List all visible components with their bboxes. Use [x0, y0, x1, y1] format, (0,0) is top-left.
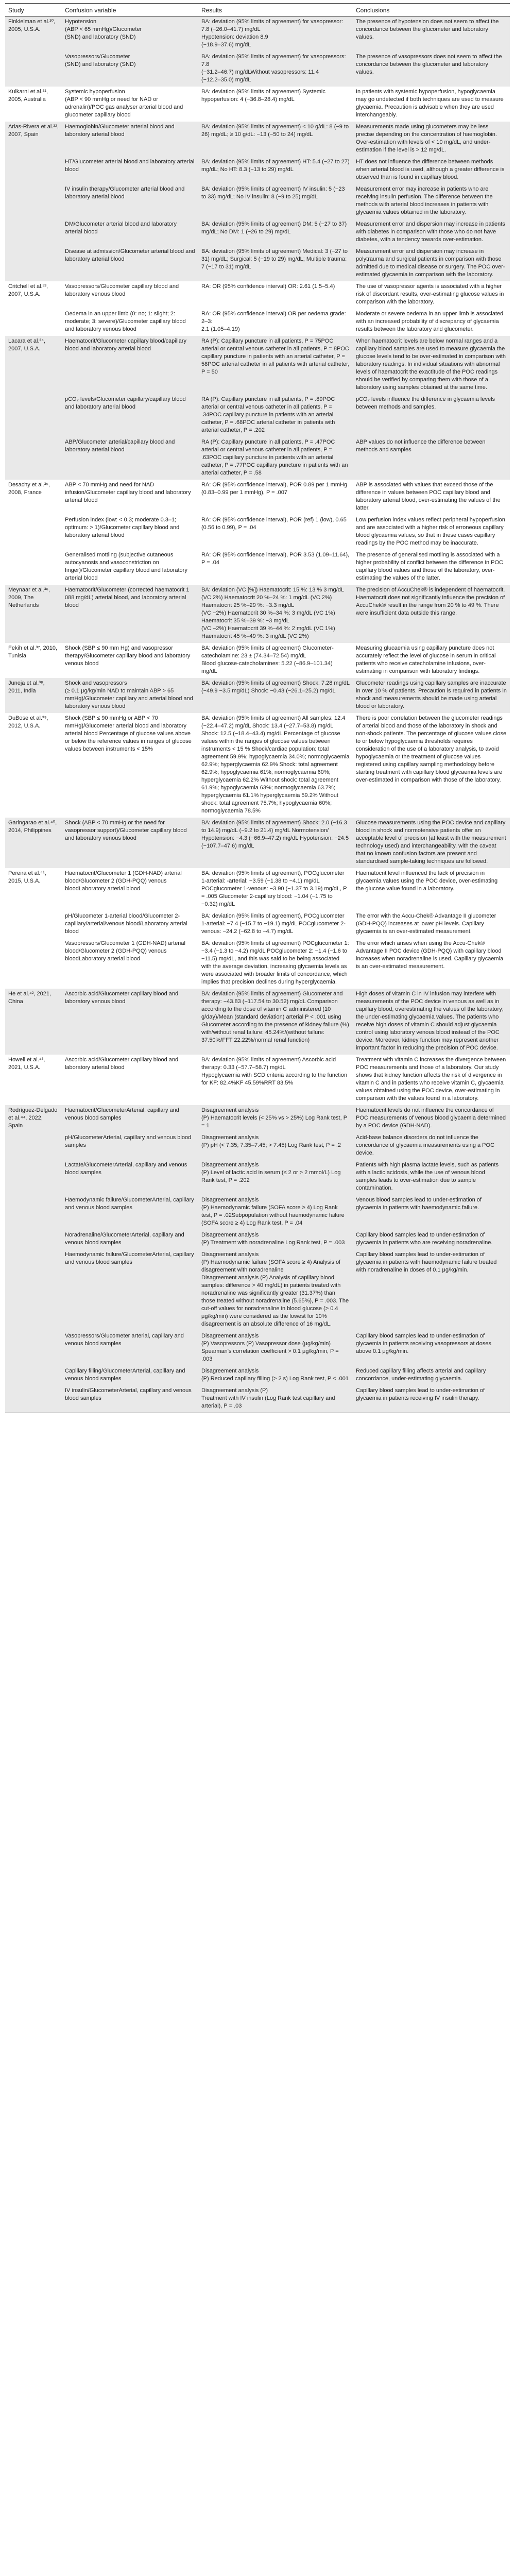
- variable-cell: Lactate/GlucometerArterial, capillary and venous blood samples: [62, 1160, 198, 1195]
- results-cell: Disagreement analysis (P) Reduced capillary filling (> 2 s) Log Rank test, P < .001: [198, 1366, 353, 1385]
- conclusion-cell: Patients with high plasma lactate levels, such as patients with a lactic acidosis, while the use of venous blood samples leads to over-estimation due to sample contamination.: [353, 1160, 510, 1195]
- results-cell: RA: OR (95% confidence interval) OR: 2.61 (1.5–5.4): [201, 283, 335, 290]
- variable-cell: Perfusion index (low: < 0.3; moderate 0.3–1; optimum: > 1)/Glucometer capillary blood and laboratory arterial blood: [65, 517, 180, 538]
- conclusion-cell: Acid-base balance disorders do not influence the concordance of glycaemia measurements using a POC device.: [353, 1132, 510, 1160]
- study-cell: [5, 157, 62, 184]
- table-row: [5, 515, 510, 550]
- results-cell: BA: deviation (95% limits of agreement) HT: 5.4 (−27 to 27) mg/dL; No HT: 8.3 (−13 to 29) mg/dL: [198, 157, 353, 184]
- study-cell: [5, 550, 62, 585]
- results-cell: Disagreement analysis (P) Treatment with noradrenaline Log Rank test, P = .003: [198, 1230, 353, 1249]
- table-row: [5, 678, 510, 713]
- conclusion-cell: Capillary blood samples lead to under-estimation of glycaemia in patients receiving IV insulin therapy.: [353, 1385, 510, 1413]
- results-cell: BA: deviation (95% limits of agreement) Glucometer-catecholamine: 23 ± (74.34–72.54) mg/dL Blood glucose-catecholamines: 5.22 (−86.9–101.34) mg/dL: [201, 645, 334, 674]
- study-cell: Finkielman et al.³⁰, 2005, U.S.A.: [5, 16, 62, 52]
- study-cell: Lacara et al.³⁴, 2007, U.S.A.: [5, 336, 62, 394]
- results-cell: RA: OR (95% confidence interval) OR per oedema grade: 2–3: 2.1 (1.05–4.19): [201, 311, 346, 332]
- results-cell: BA: deviation (95% limits of agreement) IV insulin: 5 (−23 to 33) mg/dL; No IV insulin: 8 (−9 to 25) mg/dL: [198, 184, 353, 219]
- variable-cell: Haemodynamic failure/GlucometerArterial, capillary and venous blood samples: [62, 1195, 198, 1230]
- variable-cell: Ascorbic acid/Glucometer capillary blood and laboratory arterial blood: [65, 1057, 179, 1071]
- results-cell: BA: deviation (95% limits of agreement), POCglucometer 1-arterial: −7.4 (−15.7 to −19.1) mg/dL POCglucometer 2-venous: −24.2 (−62.8 to −4.7) mg/dL: [201, 913, 346, 935]
- conclusion-cell: HT does not influence the difference between methods when arterial blood is used, although a greater difference is observed than is found in capillary blood.: [353, 157, 510, 184]
- study-cell: Juneja et al.³⁸, 2011, India: [5, 678, 62, 713]
- variable-cell: Shock (SBP ≤ 90 mm Hg) and vasopressor therapy/Glucometer capillary blood and laboratory venous blood: [65, 645, 191, 667]
- table-row: [5, 309, 510, 336]
- results-cell: Disagreement analysis (P) Haematocrit levels (< 25% vs > 25%) Log Rank test, P = 1: [198, 1105, 353, 1132]
- results-cell: Disagreement analysis (P) Treatment with IV insulin (Log Rank test capillary and arterial), P = .03: [198, 1385, 353, 1413]
- variable-cell: IV insulin therapy/Glucometer arterial blood and laboratory arterial blood: [62, 184, 198, 219]
- variable-cell: Haemodynamic failure/GlucometerArterial, capillary and venous blood samples: [62, 1249, 198, 1331]
- study-cell: [5, 938, 62, 989]
- header-conclusions: Conclusions: [353, 4, 510, 16]
- results-cell: BA: deviation (95% limits of agreement) for vasopressor: 7.8 (−26.0–41.7) mg/dL Hypotension: deviation 8.9 (−18.9–37.6) mg/dL: [198, 16, 353, 52]
- study-cell: [5, 394, 62, 437]
- table-row: [5, 281, 510, 309]
- variable-cell: pH/GlucometerArterial, capillary and venous blood samples: [62, 1132, 198, 1160]
- study-cell: [5, 437, 62, 480]
- study-cell: Critchell et al.³³, 2007, U.S.A.: [8, 283, 48, 297]
- study-cell: Pereira et al.⁴¹, 2015, U.S.A.: [8, 870, 46, 884]
- conclusion-cell: Haematocrit level influenced the lack of precision in glycaemia values using the POC device, over-estimating the glucose value found in a laboratory.: [356, 870, 498, 892]
- conclusion-cell: There is poor correlation between the glucometer readings of arterial blood and those of the laboratory in shock and non-shock patients. The percentage of glucose values close to or below hypoglycaemia thresholds requires consideration of the use of a laboratory analysis, to avoid hypoglycaemia or the treatment of glucose values registered using capillary sampling methodology before starting treatment with capillary blood glycaemia levels are over-estimated in comparison with those of the laboratory.: [356, 715, 507, 783]
- study-cell: [5, 219, 62, 246]
- conclusion-cell: Measurement error and dispersion may increase in polytrauma and surgical patients in comparison with those admitted due to medical disease or surgery. The POC over-estimated glycaemia in comparison with the laboratory.: [353, 246, 510, 281]
- results-cell: BA: deviation (95% limits of agreement) Medical: 3 (−27 to 31) mg/dL; Surgical: 5 (−19 to 29) mg/dL; Multiple trauma: 7 (−17 to 31) mg/dL: [198, 246, 353, 281]
- table-row: [5, 184, 510, 219]
- conclusion-cell: The presence of generalised mottling is associated with a higher probability of conflict between the difference in POC capillary blood values and those of the laboratory, over-estimating the values of the latter.: [356, 552, 503, 581]
- table-header: [5, 4, 510, 16]
- study-cell: Rodríguez-Delgado et al.⁴⁴, 2022, Spain: [5, 1105, 62, 1132]
- variable-cell: pCO₂ levels/Glucometer capillary/capillary blood and laboratory arterial blood: [62, 394, 198, 437]
- conclusion-cell: Reduced capillary filling affects arterial and capillary concordance, under-estimating glycaemia.: [353, 1366, 510, 1385]
- table-row: [5, 1055, 510, 1105]
- conclusion-cell: pCO₂ levels influence the difference in glycaemia levels between methods and samples.: [353, 394, 510, 437]
- conclusion-cell: Venous blood samples lead to under-estimation of glycaemia in patients with haemodynamic failure.: [353, 1195, 510, 1230]
- study-cell: [5, 1366, 62, 1385]
- table-row: [5, 1249, 510, 1331]
- table-row: [5, 818, 510, 868]
- results-cell: Disagreement analysis (P) Vasopressors (P) Vasopressor dose (μg/kg/min) Spearman's correlation coefficient > 0.1 μg/kg/min, P = .003: [198, 1331, 353, 1366]
- results-cell: RA: OR (95% confidence interval), POR (ref) 1 (low), 0.65 (0.56 to 0.99), P = .04: [201, 517, 347, 531]
- conclusion-cell: Capillary blood samples lead to under-estimation of glycaemia in patients with haemodynamic failure treated with noradrenaline in doses of 0.1 μg/kg/min.: [353, 1249, 510, 1331]
- study-cell: Desachy et al.³⁵, 2008, France: [8, 482, 50, 496]
- variable-cell: Haematocrit/Glucometer 1 (GDH-NAD) arterial blood/Glucometer 2 (GDH-PQQ) venous bloodLaboratory arterial blood: [65, 870, 182, 892]
- study-cell: DuBose et al.³⁹, 2012, U.S.A.: [8, 715, 48, 729]
- conclusion-cell: The presence of vasopressors does not seem to affect the concordance between the glucometer and laboratory values.: [353, 52, 510, 87]
- variable-cell: Haematocrit/Glucometer capillary blood/capillary blood and laboratory arterial blood: [62, 336, 198, 394]
- results-cell: BA: deviation (95% limits of agreement) DM: 5 (−27 to 37) mg/dL; No DM: 1 (−26 to 29) mg/dL: [198, 219, 353, 246]
- variable-cell: Oedema in an upper limb (0: no; 1: slight; 2: moderate; 3: severe)/Glucometer capillary blood and laboratory venous blood: [65, 311, 186, 332]
- conclusion-cell: Treatment with vitamin C increases the divergence between POC measurements and those of a laboratory. Our study shows that kidney function affects the risk of divergence in vitamin C and in patients who receive vitamin C, glycaemia values obtained using the POC device, over-estimating in comparison with the values found in a laboratory.: [356, 1057, 506, 1101]
- conclusion-cell: Measuring glucaemia using capillary puncture does not accurately reflect the level of glucose in serum in critical patients who receive catecholamine infusions, over-estimating in comparison with laboratory findings.: [356, 645, 496, 674]
- study-cell: [5, 515, 62, 550]
- table-row: [5, 1132, 510, 1160]
- study-cell: [5, 184, 62, 219]
- header-results: Results: [198, 4, 353, 16]
- table-row: [5, 480, 510, 515]
- conclusion-cell: ABP is associated with values that exceed those of the difference in values between POC capillary blood and laboratory arterial blood, over-estimating the values of the latter.: [356, 482, 501, 511]
- results-cell: Disagreement analysis (P) Haemodynamic failure (SOFA score ≥ 4) Log Rank test, P = .02Subpopulation without haemodynamic failure (SOFA score ≥ 4) Log Rank test, P = .04: [198, 1195, 353, 1230]
- table-row: [5, 246, 510, 281]
- study-cell: [5, 52, 62, 87]
- table-row: [5, 989, 510, 1055]
- results-cell: BA: deviation (95% limits of agreement), POCglucometer 1-arterial: -arterial: −3.59 (−1.38 to −4.1) mg/dL POCglucometer 1-venous: −3.90 (−1.37 to 3.19) mg/dL, P = .005 Glucometer 2-capillary blood: −1.04 (−1.75 to −0.32) mg/dL: [201, 870, 347, 907]
- variable-cell: pH/Glucometer 1-arterial blood/Glucometer 2-capillary/arterial/venous blood/Laboratory arterial blood: [65, 913, 187, 935]
- study-cell: [5, 1160, 62, 1195]
- table-row: [5, 52, 510, 87]
- conclusion-cell: The precision of AccuChek® is independent of haematocrit. Haematocrit does not significantly influence the precision of AccuChek® result in the range from 20 % to 49 %. There were insufficient data outside this range.: [353, 585, 510, 643]
- variable-cell: Haematocrit/GlucometerArterial, capillary and venous blood samples: [62, 1105, 198, 1132]
- study-cell: Fekih et al.³⁷, 2010, Tunisia: [8, 645, 58, 659]
- results-cell: BA: deviation (95% limits of agreement) Systemic hypoperfusion: 4 (−36.8–28.4) mg/dL: [201, 89, 325, 103]
- conclusion-cell: High doses of vitamin C in IV infusion may interfere with measurements of the POC device in venous as well as in capillary blood, overestimating the values of the laboratory; the under-estimating glycaemia values. The patients who receive high doses of vitamin C should adjust glycaemia control using laboratory venous blood instead of the POC device. Moreover, kidney function may represent another important factor in reducing the precision of POC device.: [353, 989, 510, 1055]
- results-cell: BA: deviation (95% limits of agreement) POCglucometer 1: −3.4 (−1.3 to −4.2) mg/dL POCglucometer 2: −1.4 (−1.6 to −11.5) mg/dL, and this was said to be being associated with the average deviation, increasing glycaemia levels as were associated with broader limits of concordance, which implies that precision declines during hyperglycaemia.: [201, 940, 349, 985]
- conclusion-cell: ABP values do not influence the difference between methods and samples: [353, 437, 510, 480]
- table-row: [5, 16, 510, 52]
- variable-cell: Systemic hypoperfusion (ABP < 90 mmHg or need for NAD or adrenalin)/POC gas analyser arterial blood and glucometer capillary blood: [65, 89, 183, 118]
- study-cell: [5, 309, 62, 336]
- variable-cell: Vasopressors/Glucometer arterial, capillary and venous blood samples: [62, 1331, 198, 1366]
- header-confusion-variable: Confusion variable: [62, 4, 198, 16]
- variable-cell: Capillary filling/GlucometerArterial, capillary and venous blood samples: [62, 1366, 198, 1385]
- variable-cell: Haemoglobin/Glucometer arterial blood and laboratory arterial blood: [62, 122, 198, 157]
- study-cell: [5, 911, 62, 938]
- table-row: [5, 1195, 510, 1230]
- variable-cell: HT/Glucometer arterial blood and laboratory arterial blood: [62, 157, 198, 184]
- conclusion-cell: Glucometer readings using capillary samples are inaccurate in over 10 % of patients. Precaution is required in patients in shock and measurements should be made using arterial blood or laboratory.: [353, 678, 510, 713]
- results-cell: RA: OR (95% confidence interval), POR 0.89 per 1 mmHg (0.83–0.99 per 1 mmHg), P = .007: [201, 482, 348, 496]
- study-cell: [5, 1331, 62, 1366]
- conclusion-cell: Glucose measurements using the POC device and capillary blood in shock and normotensive patients offer an acceptable level of precision (at least with the measurement technology used) and interchangeability, with the caveat that no known confusion factors are present and standardised sample-taking techniques are followed.: [353, 818, 510, 868]
- conclusion-cell: Capillary blood samples lead to under-estimation of glycaemia in patients who are receiving noradrenaline.: [353, 1230, 510, 1249]
- table-row: [5, 585, 510, 643]
- results-cell: BA: deviation (95% limits of agreement) Shock: 7.28 mg/dL (−49.9 −3.5 mg/dL) Shock: −0.43 (−26.1–25.2) mg/dL: [198, 678, 353, 713]
- study-cell: [5, 1195, 62, 1230]
- table-row: [5, 219, 510, 246]
- results-cell: BA: deviation (95% limits of agreement) Ascorbic acid therapy: 0.33 (−57.7–58.7) mg/dL Hypoglycaemia with SCD criteria according to the function for KF: 82.4%KF 45.59%RRT 83.5%: [201, 1057, 348, 1086]
- study-cell: Garingarao et al.⁴⁰, 2014, Philippines: [5, 818, 62, 868]
- table-row: [5, 911, 510, 938]
- variable-cell: Vasopressors/Glucometer 1 (GDH-NAD) arterial blood/Glucometer 2 (GDH-PQQ) venous bloodLaboratory arterial blood: [65, 940, 185, 962]
- table-row: [5, 868, 510, 911]
- study-cell: Kulkarni et al.³¹, 2005, Australia: [8, 89, 48, 103]
- table-row: [5, 437, 510, 480]
- results-cell: BA: deviation (95% limits of agreement) for vasopressors: 7.8 (−31.2–46.7) mg/dLWithout vasopressors: 11.4 (−12.2–35.0) mg/dL: [198, 52, 353, 87]
- variable-cell: DM/Glucometer arterial blood and laboratory arterial blood: [62, 219, 198, 246]
- results-cell: BA: deviation (VC [%]) Haematocrit: 15 %: 13 % 3 mg/dL (VC 2%) Haematocrit 20 %–24 %: 1 mg/dL (VC 2%) Haematocrit 25 %–29 %: −3.3 mg/dL (VC −2%) Haematocrit 30 %–34 %: 3 mg/dL (VC 1%) Haematocrit 35 %–39 %: −3 mg/dL (VC −2%) Haematocrit 39 %–44 %: 2 mg/dL (VC 1%) Haematocrit 45 %–49 %: 3 mg/dL (VC 2%): [198, 585, 353, 643]
- table-row: [5, 938, 510, 989]
- results-cell: RA (P): Capillary puncture in all patients, P = .47POC arterial or central venous catheter in all patients, P = .63POC capillary puncture in patients with an arterial catheter, P = .77POC capillary puncture in patients with an arterial catheter, P = .58: [198, 437, 353, 480]
- conclusion-cell: Measurement error and dispersion may increase in patients with diabetes in comparison with those who do not have diabetes, with a tendency towards over-estimation.: [353, 219, 510, 246]
- table-row: [5, 1366, 510, 1385]
- variable-cell: ABP/Glucometer arterial/capillary blood and laboratory arterial blood: [62, 437, 198, 480]
- table-row: [5, 1160, 510, 1195]
- results-cell: RA (P): Capillary puncture in all patients, P = .89POC arterial or central venous catheter in all patients, P = .34POC capillary puncture in patients with an arterial catheter, P = .68POC arterial catheter in patients with arterial catheter, P = .202: [198, 394, 353, 437]
- conclusion-cell: When haematocrit levels are below normal ranges and a capillary blood samples are used to measure glycaemia the glucose levels tend to be over-estimated in comparison with laboratory readings. In individual situations with abnormal levels of haematocrit the exactitude of the POC readings should be verified by comparing them with those of a laboratory using samples obtained at the same time.: [353, 336, 510, 394]
- study-cell: Meynaar et al.³⁶, 2009, The Netherlands: [5, 585, 62, 643]
- results-cell: Disagreement analysis (P) Level of lactic acid in serum (≤ 2 or > 2 mmol/L) Log Rank test, P = .202: [198, 1160, 353, 1195]
- variable-cell: Hypotension (ABP < 65 mmHg)/Glucometer (SND) and laboratory (SND): [62, 16, 198, 52]
- results-cell: BA: deviation (95% limits of agreement) All samples: 12.4 (−22.4–47.2) mg/dL Shock: 13.4 (−27.7–53.8) mg/dL Shock: 12.5 (−18.4–43.4) mg/dL Percentage of glucose values within the ranges of glucose values between instruments < 15 % Shock/cardiac population: total agreement 59.9%; hypoglycaemia 34.0%; normoglycaemia 62.9%; hyperglycaemia 62.9% Shock: total agreement 62.9%; hypoglycaemia 61%; normoglycaemia 60%; hyperglycaemia 62.2% Without shock: total agreement 61.9%; hypoglycaemia 63%; normoglycaemia 63.7%; hyperglycaemia 61.1% hyperglycaemia 59.2% Without shock: total agreement 75.7%; hypoglycaemia 60%; normoglycaemia 78.5%: [201, 715, 350, 814]
- conclusion-cell: The use of vasopressor agents is associated with a higher risk of discordant results, over-estimating glucose values in comparison with the laboratory.: [356, 283, 504, 305]
- study-cell: [5, 1132, 62, 1160]
- results-cell: Disagreement analysis (P) pH (< 7.35; 7.35–7.45; > 7.45) Log Rank test, P = .2: [198, 1132, 353, 1160]
- table-row: [5, 394, 510, 437]
- results-cell: BA: deviation (95% limits of agreement) Shock: 2.0 (−16.3 to 14.9) mg/dL (−9.2 to 21.4) mg/dL Normotension/ Hypotension: −4.3 (−66.9–47.2) mg/dL Hypotension: −24.5 (−107.7–47.6) mg/dL: [198, 818, 353, 868]
- table-row: [5, 1230, 510, 1249]
- table-row: [5, 1105, 510, 1132]
- conclusion-cell: The error with the Accu-Chek® Advantage II glucometer (GDH-PQQ) increases at lower pH levels. Capillary glycaemia is an over-estimated measurement.: [356, 913, 496, 935]
- variable-cell: Vasopressors/Glucometer (SND) and laboratory (SND): [62, 52, 198, 87]
- variable-cell: Noradrenaline/GlucometerArterial, capillary and venous blood samples: [62, 1230, 198, 1249]
- variable-cell: Haematocrit/Glucometer (corrected haematocrit 1 088 mg/dL) arterial blood, and laboratory arterial blood: [62, 585, 198, 643]
- study-cell: Arias-Rivera et al.³², 2007, Spain: [5, 122, 62, 157]
- study-cell: [5, 1249, 62, 1331]
- table-row: [5, 713, 510, 818]
- table-row: [5, 1385, 510, 1413]
- variable-cell: Shock and vasopressors (≥ 0.1 μg/kg/min NAD to maintain ABP > 65 mmHg)/Glucometer capillary and arterial blood and laboratory venous blood: [62, 678, 198, 713]
- table-body: [5, 16, 510, 1413]
- conclusion-cell: In patients with systemic hypoperfusion, hypoglycaemia may go undetected if both techniques are used to measure glycaemia. Precaution is advisable when they are used interchangeably.: [356, 89, 504, 118]
- table-row: [5, 157, 510, 184]
- variable-cell: Shock (SBP ≤ 90 mmHg or ABP < 70 mmHg)/Glucometer arterial blood and laboratory arterial blood Percentage of glucose values above or below the reference values in ranges of glucose values between instruments < 15%: [65, 715, 192, 752]
- variable-cell: Ascorbic acid/Glucometer capillary blood and laboratory venous blood: [62, 989, 198, 1055]
- variable-cell: Disease at admission/Glucometer arterial blood and laboratory arterial blood: [62, 246, 198, 281]
- variable-cell: Shock (ABP < 70 mmHg or the need for vasopressor support)/Glucometer capillary blood and laboratory venous blood: [62, 818, 198, 868]
- conclusion-cell: The presence of hypotension does not seem to affect the concordance between the glucometer and laboratory values.: [353, 16, 510, 52]
- results-cell: BA: deviation (95% limits of agreement) Glucometer and therapy: −43.83 (−117.54 to 30.52) mg/dL Comparison according to the dose of vitamin C administered (10 g/day)/Mean (standard deviation) arterial P < .001 using Glucometer according to the presence of kidney failure (%) with/without renal failure: 45.24%/(without failure: 37.50%/FFT 22.22%/normal renal function): [198, 989, 353, 1055]
- results-cell: BA: deviation (95% limits of agreement) < 10 g/dL: 8 (−9 to 26) mg/dL; ≥ 10 g/dL: −13 (−50 to 24) mg/dL: [198, 122, 353, 157]
- results-cell: RA: OR (95% confidence interval), POR 3.53 (1.09–11.64), P = .04: [201, 552, 350, 566]
- conclusion-cell: Measurements made using glucometers may be less precise depending on the concentration of haemoglobin. Over-estimation with levels of < 10 mg/dL, and under-estimation if the level is > 12 mg/dL.: [353, 122, 510, 157]
- study-cell: [5, 1385, 62, 1413]
- table-row: [5, 336, 510, 394]
- study-cell: Howell et al.⁴³, 2021, U.S.A.: [8, 1057, 45, 1071]
- variable-cell: Generalised mottling (subjective cutaneous autocyanosis and vasoconstriction on finger)/Glucometer capillary blood and laboratory arterial blood: [65, 552, 187, 581]
- header-row: [5, 4, 510, 16]
- variable-cell: Vasopressors/Glucometer capillary blood and laboratory venous blood: [65, 283, 179, 297]
- study-cell: [5, 1230, 62, 1249]
- results-cell: Disagreement analysis (P) Haemodynamic failure (SOFA score ≥ 4) Analysis of disagreement with noradrenaline Disagreement analysis (P) Analysis of capillary blood samples: difference > 40 mg/dL) in patients treated with noradrenaline was significantly greater (31.37%) than those treated without noradrenaline (5.65%), P = .003. The cut-off values for noradrenaline in blood glucose (> 0.4 μg/kg/min) were considered as the lowest for 10% disagreement is an absolute difference of 16 mg/dL.: [198, 1249, 353, 1331]
- conclusion-cell: Moderate or severe oedema in an upper limb is associated with an increased probability of discrepancy of glycaemia results between the laboratory and glucometer.: [356, 311, 504, 332]
- conclusion-cell: The error which arises when using the Accu-Chek® Advantage II POC device (GDH-PQQ) with capillary blood increases when noradrenaline is used. Capillary glycaemia is an over-estimated measurement.: [356, 940, 504, 970]
- conclusion-cell: Measurement error may increase in patients who are receiving insulin perfusion. The difference between the methods with arterial blood increases in patients with glycaemia values obtained in the laboratory.: [353, 184, 510, 219]
- variable-cell: ABP < 70 mmHg and need for NAD infusion/Glucometer capillary blood and laboratory arterial blood: [65, 482, 191, 503]
- table-row: [5, 550, 510, 585]
- conclusion-cell: Capillary blood samples lead to under-estimation of glycaemia in patients receiving vasopressors at doses above 0.1 μg/kg/min.: [353, 1331, 510, 1366]
- variable-cell: IV insulin/GlucometerArterial, capillary and venous blood samples: [62, 1385, 198, 1413]
- table-row: [5, 1331, 510, 1366]
- table-row: [5, 87, 510, 122]
- study-cell: [5, 246, 62, 281]
- confusion-variables-table: [5, 3, 510, 1413]
- header-study: Study: [5, 4, 62, 16]
- study-cell: He et al.⁴², 2021, China: [5, 989, 62, 1055]
- conclusion-cell: Low perfusion index values reflect peripheral hypoperfusion and are associated with a higher risk of erroneous capillary blood glycaemia values, so that in these cases capillary readings by the POC method may be inaccurate.: [356, 517, 505, 546]
- table-row: [5, 643, 510, 678]
- table-row: [5, 122, 510, 157]
- conclusion-cell: Haematocrit levels do not influence the concordance of POC measurements of venous blood glycaemia determined by a POC device (GDH-NAD).: [353, 1105, 510, 1132]
- results-cell: RA (P): Capillary puncture in all patients, P = 75POC arterial or central venous catheter in all patients, P = 8POC capillary puncture in patients with an arterial catheter, P = 58POC arterial catheter in all patients with arterial catheter, P = 50: [198, 336, 353, 394]
